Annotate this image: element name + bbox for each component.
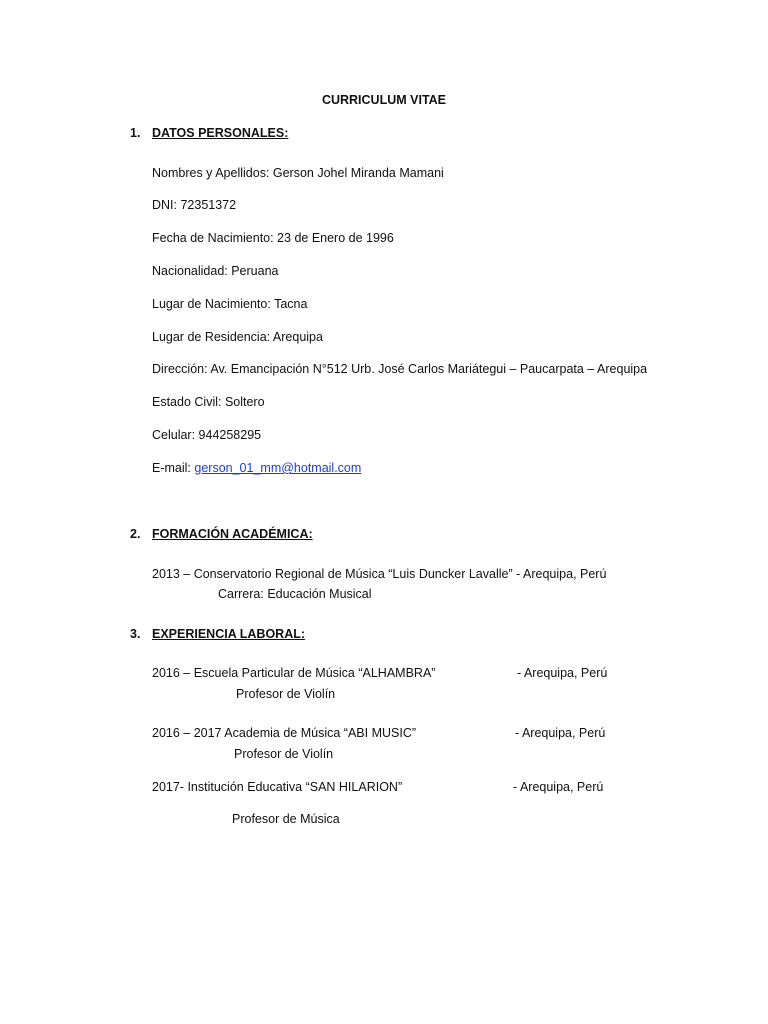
personal-birth-place: Lugar de Nacimiento: Tacna (152, 297, 308, 311)
email-link[interactable]: gerson_01_mm@hotmail.com (194, 461, 362, 475)
personal-email-line (152, 461, 361, 475)
education-line: 2013 – Conservatorio Regional de Música “Luis Duncker Lavalle” - Arequipa, Perú (152, 567, 607, 581)
experience-2-location: - Arequipa, Perú (515, 726, 606, 740)
section-1-heading: DATOS PERSONALES: (152, 126, 289, 140)
experience-1-line: 2016 – Escuela Particular de Música “ALHAMBRA” (152, 666, 436, 680)
section-3-number: 3. (130, 627, 141, 641)
personal-residence: Lugar de Residencia: Arequipa (152, 330, 323, 344)
section-2-number: 2. (130, 527, 141, 541)
document-title: CURRICULUM VITAE (321, 93, 447, 107)
personal-phone: Celular: 944258295 (152, 428, 262, 442)
email-label: E-mail: (152, 461, 195, 475)
personal-address: Dirección: Av. Emancipación N°512 Urb. José Carlos Mariátegui – Paucarpata – Arequipa (152, 362, 648, 376)
section-3-heading: EXPERIENCIA LABORAL: (152, 627, 306, 641)
section-1-number: 1. (130, 126, 141, 140)
experience-1-location: - Arequipa, Perú (517, 666, 608, 680)
section-2-heading: FORMACIÓN ACADÉMICA: (152, 527, 313, 541)
personal-nationality: Nacionalidad: Peruana (152, 264, 279, 278)
experience-1-role: Profesor de Violín (236, 687, 336, 701)
experience-3-location: - Arequipa, Perú (513, 780, 604, 794)
personal-birth-date: Fecha de Nacimiento: 23 de Enero de 1996 (152, 231, 394, 245)
education-career: Carrera: Educación Musical (218, 587, 372, 601)
experience-3-role: Profesor de Música (232, 812, 340, 826)
personal-dni: DNI: 72351372 (152, 198, 237, 212)
personal-civil-status: Estado Civil: Soltero (152, 395, 265, 409)
experience-2-line: 2016 – 2017 Academia de Música “ABI MUSIC” (152, 726, 417, 740)
experience-2-role: Profesor de Violín (234, 747, 334, 761)
experience-3-line: 2017- Institución Educativa “SAN HILARION” (152, 780, 403, 794)
personal-name: Nombres y Apellidos: Gerson Johel Miranda Mamani (152, 166, 444, 180)
